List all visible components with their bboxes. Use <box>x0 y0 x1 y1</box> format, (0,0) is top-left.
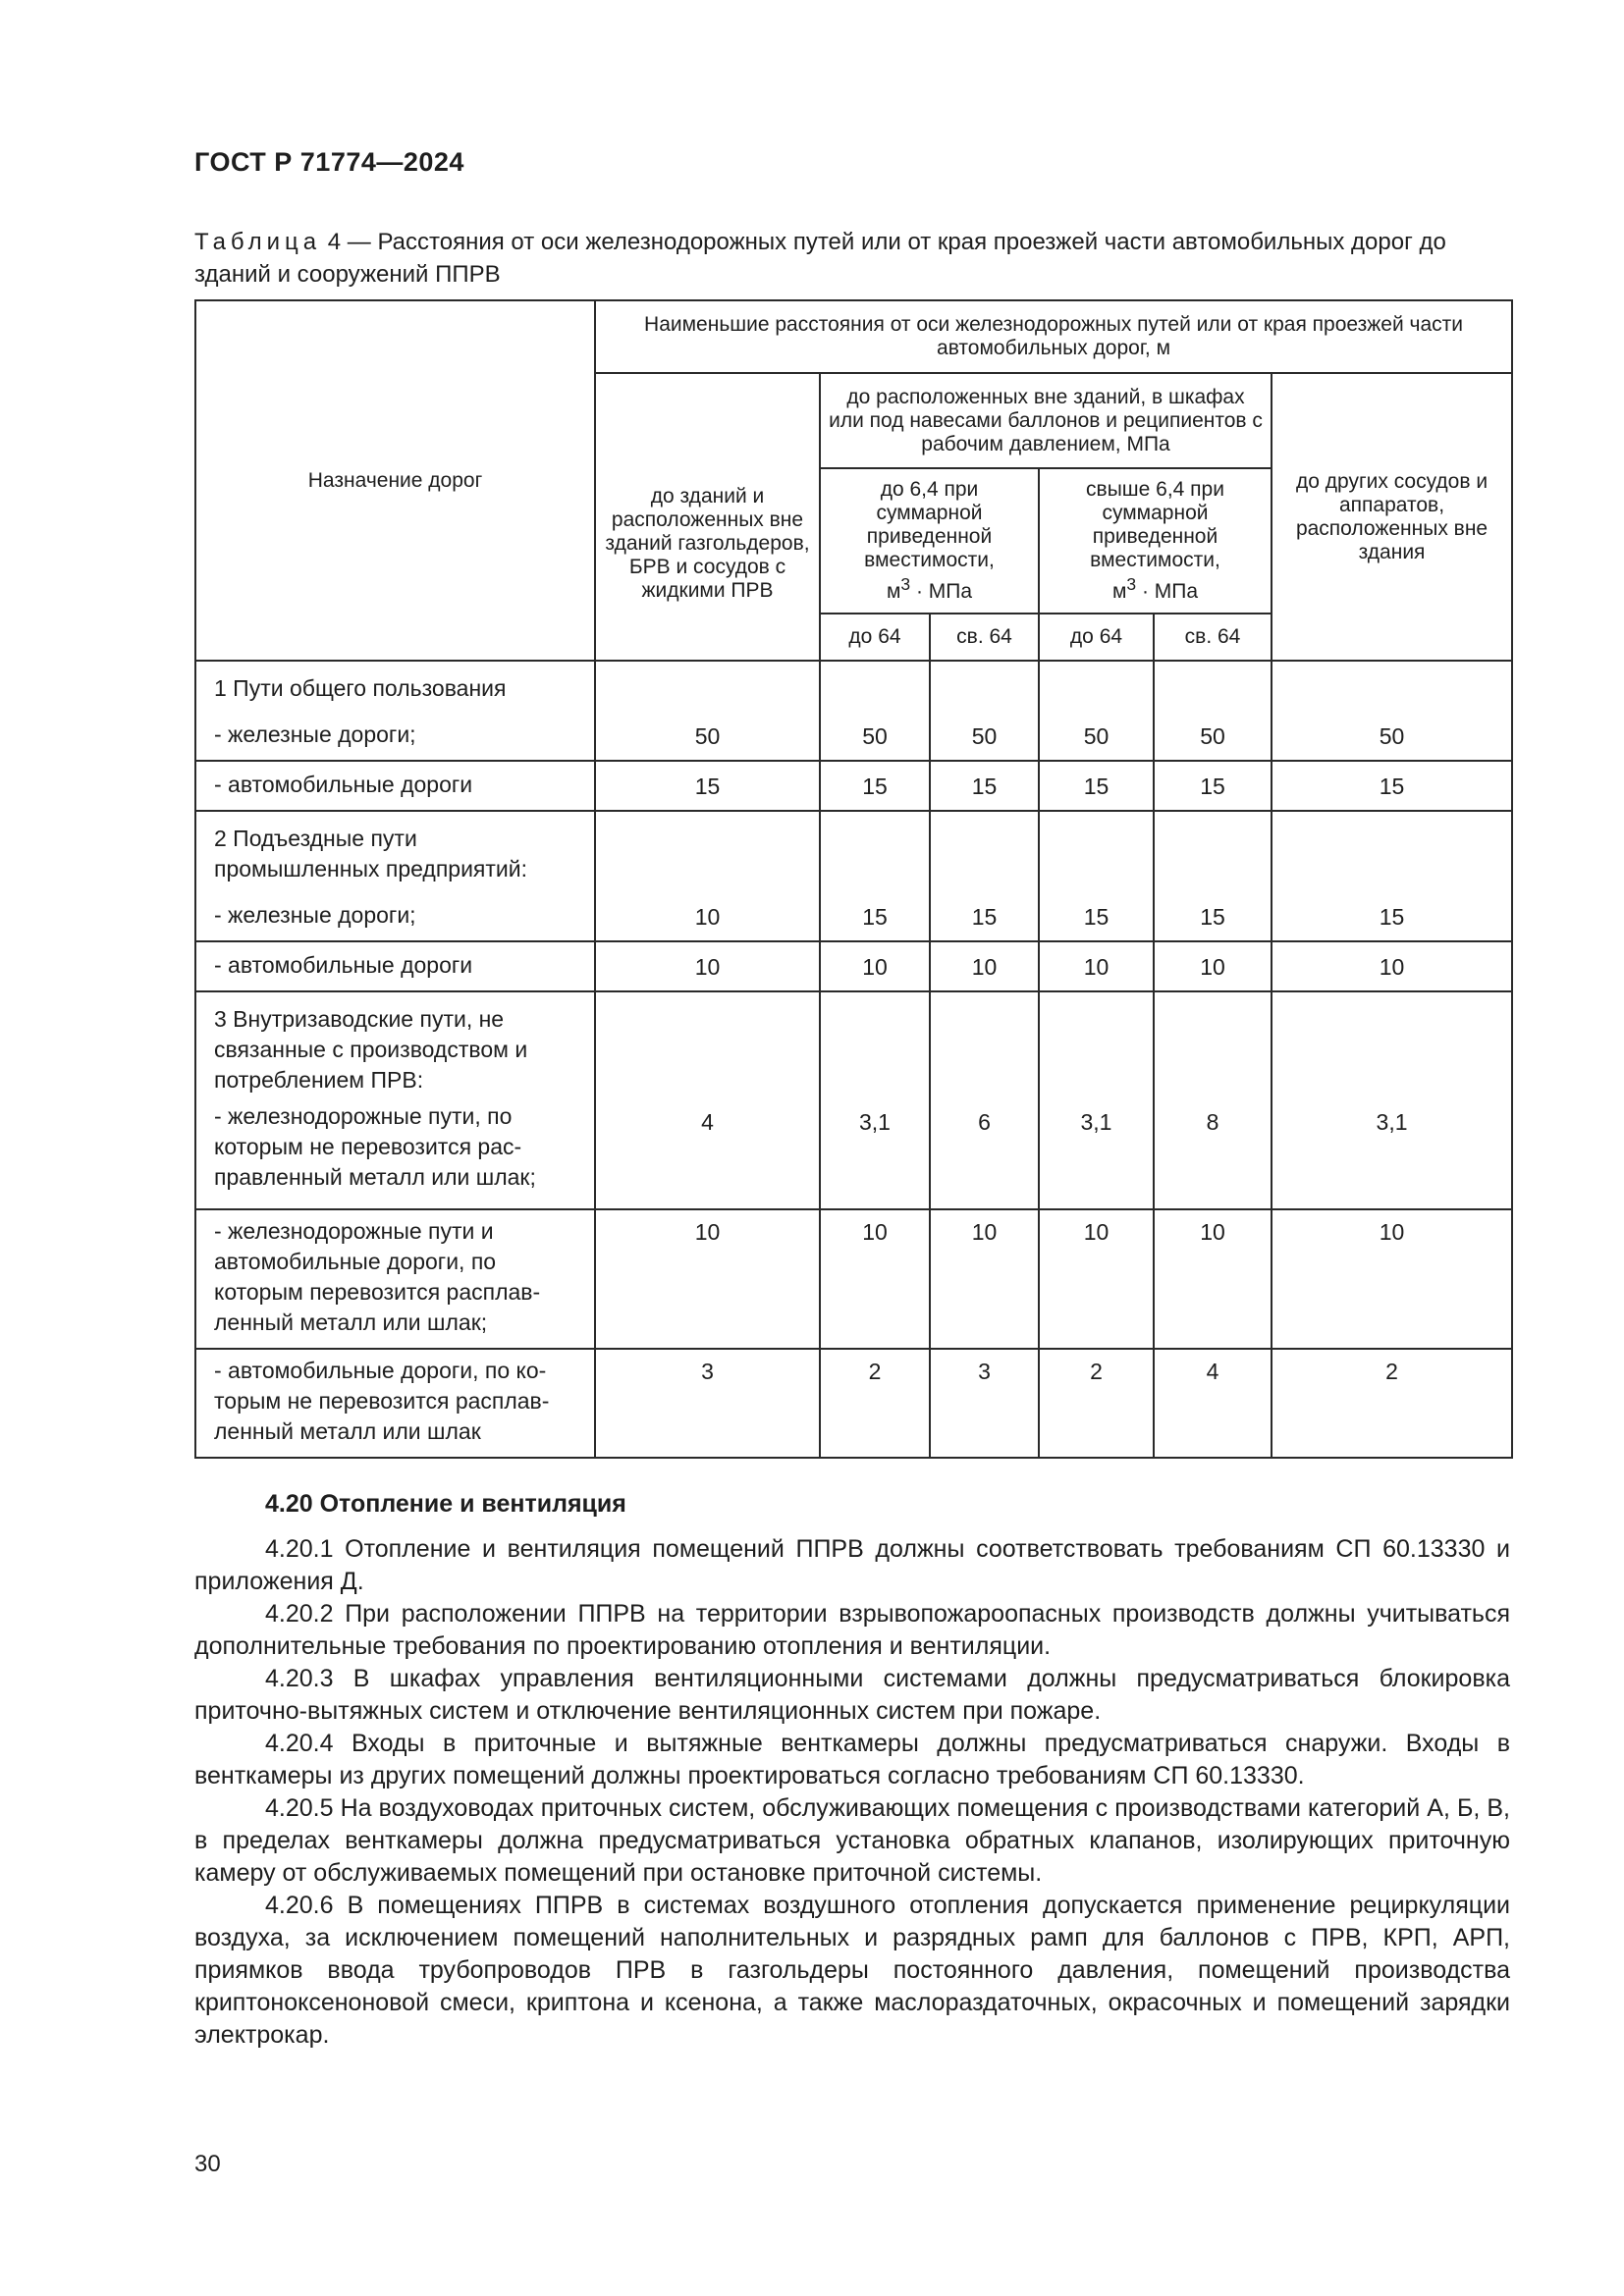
table-cell: 50 <box>820 661 930 761</box>
table-cell: 2 <box>1272 1349 1512 1458</box>
table-cell: 4 <box>1154 1349 1272 1458</box>
paragraph: 4.20.4 Входы в приточные и вытяжные венткамеры должны предусматриваться снаружи. Входы в венткамеры из других помещений должны проектироваться согласно требованиям СП 60.13330. <box>194 1730 1510 1789</box>
table-row <box>195 1349 1512 1458</box>
table-row <box>195 991 1512 1209</box>
table-row <box>195 941 1512 991</box>
row-item-label: - железные дороги; <box>214 721 416 747</box>
header-up-to-6-4 <box>820 468 1039 614</box>
table-cell: 10 <box>820 941 930 991</box>
paragraph: 4.20.1 Отопление и вентиляция помещений ППРВ должны соответствовать требованиям СП 60.13330 и приложения Д. <box>194 1535 1510 1595</box>
header-min-distances: Наименьшие расстояния от оси железнодорожных путей или от края проезжей части автомобильных дорог, м <box>595 300 1512 373</box>
table-cell: 15 <box>1272 811 1512 941</box>
table-cell: 10 <box>930 941 1039 991</box>
row-label: - автомобильные дороги, по ко-торым не перевозится расплав-ленный металл или шлак <box>195 1349 595 1458</box>
table-cell: 10 <box>595 1209 820 1349</box>
table-cell: 50 <box>595 661 820 761</box>
table-cell: 15 <box>1154 761 1272 811</box>
table-cell: 10 <box>595 811 820 941</box>
row-label: - автомобильные дороги <box>195 941 595 991</box>
unit-sup: 3 <box>1126 574 1137 594</box>
table-caption <box>194 226 1510 291</box>
row-item-label: - железнодорожные пути, по которым не перевозится рас-правленный металл или шлак; <box>214 1103 536 1190</box>
header-outside-buildings: до расположенных вне зданий, в шкафах или под навесами баллонов и реципиентов с рабочим давлением, МПа <box>820 373 1272 468</box>
table-cell: 10 <box>820 1209 930 1349</box>
header-sub: до 64 <box>820 614 930 661</box>
unit-sup: 3 <box>900 574 911 594</box>
table-cell: 3 <box>930 1349 1039 1458</box>
document-header: ГОСТ Р 71774—2024 <box>194 147 464 177</box>
section-heading: 4.20 Отопление и вентиляция <box>265 1490 626 1518</box>
unit-tail: · МПа <box>1136 580 1199 603</box>
table-cell: 15 <box>820 761 930 811</box>
table-cell: 2 <box>820 1349 930 1458</box>
table-cell: 15 <box>1272 761 1512 811</box>
table-cell: 15 <box>820 811 930 941</box>
paragraph: 4.20.5 На воздуховодах приточных систем, обслуживающих помещения с производствами категорий А, Б, В, в пределах венткамеры должна предусматриваться установка обратных клапанов, изолирующих приточную камеру от обслуживаемых помещений при остановке приточной системы. <box>194 1794 1510 1887</box>
unit-label: м <box>886 580 901 603</box>
table-row <box>195 1209 1512 1349</box>
table-cell: 10 <box>1154 1209 1272 1349</box>
table-cell: 50 <box>1272 661 1512 761</box>
table-cell: 3,1 <box>1272 991 1512 1209</box>
unit-tail: · МПа <box>910 580 973 603</box>
header-over-6-4-text: свыше 6,4 при суммарной приведенной вместимости, <box>1086 478 1224 571</box>
header-sub: св. 64 <box>930 614 1039 661</box>
page-number: 30 <box>194 2151 221 2177</box>
table-cell: 3,1 <box>1039 991 1154 1209</box>
row-label <box>195 661 595 761</box>
table-cell: 15 <box>1039 761 1154 811</box>
paragraph: 4.20.3 В шкафах управления вентиляционными системами должны предусматриваться блокировка приточно-вытяжных систем и отключение вентиляционных систем при пожаре. <box>194 1665 1510 1725</box>
table-cell: 15 <box>930 811 1039 941</box>
paragraph: 4.20.2 При расположении ППРВ на территории взрывопожароопасных производств должны учитываться дополнительные требования по проектированию отопления и вентиляции. <box>194 1600 1510 1660</box>
table-cell: 10 <box>1039 1209 1154 1349</box>
table-cell: 15 <box>595 761 820 811</box>
table-cell: 10 <box>1039 941 1154 991</box>
header-other-vessels: до других сосудов и аппаратов, расположенных вне здания <box>1272 373 1512 661</box>
header-up-to-6-4-text: до 6,4 при суммарной приведенной вместимости, <box>864 478 995 571</box>
group-title: 1 Пути общего пользования <box>214 675 507 701</box>
table-caption-text: 4 — Расстояния от оси железнодорожных путей или от края проезжей части автомобильных дорог до зданий и сооружений ППРВ <box>194 229 1446 288</box>
unit-label: м <box>1111 580 1127 603</box>
row-item-label: - железные дороги; <box>214 902 416 928</box>
table-row <box>195 811 1512 941</box>
row-label: - автомобильные дороги <box>195 761 595 811</box>
table-cell: 50 <box>1154 661 1272 761</box>
table-cell: 15 <box>930 761 1039 811</box>
table-cell: 50 <box>930 661 1039 761</box>
table-cell: 10 <box>595 941 820 991</box>
table-cell: 10 <box>1272 941 1512 991</box>
row-label <box>195 991 595 1209</box>
table-cell: 3,1 <box>820 991 930 1209</box>
table-cell: 8 <box>1154 991 1272 1209</box>
group-title: 3 Внутризаводские пути, не связанные с производством и потреблением ПРВ: <box>214 1006 528 1093</box>
table-cell: 10 <box>930 1209 1039 1349</box>
paragraph: 4.20.6 В помещениях ППРВ в системах воздушного отопления допускается применение рециркуляции воздуха, за исключением помещений наполнительных и разрядных рамп для баллонов с ПРВ, КРП, АРП, приямков ввода трубопроводов ПРВ в газгольдеры постоянного давления, помещений производства криптоноксеноновой смеси, криптона и ксенона, а также маслораздаточных, окрасочных и помещений зарядки электрокар. <box>194 1892 1510 2049</box>
row-label: - железнодорожные пути и автомобильные дороги, по которым перевозится расплав-ленный металл или шлак; <box>195 1209 595 1349</box>
row-label <box>195 811 595 941</box>
table-cell: 10 <box>1272 1209 1512 1349</box>
distances-table <box>194 299 1513 1459</box>
table-cell: 10 <box>1154 941 1272 991</box>
header-over-6-4 <box>1039 468 1272 614</box>
table-cell: 15 <box>1154 811 1272 941</box>
table-row <box>195 761 1512 811</box>
table-caption-label: Таблица <box>194 229 322 255</box>
table-cell: 2 <box>1039 1349 1154 1458</box>
header-to-buildings: до зданий и расположенных вне зданий газгольдеров, БРВ и сосудов с жидкими ПРВ <box>595 373 820 661</box>
section-body <box>194 1533 1510 2052</box>
table-cell: 3 <box>595 1349 820 1458</box>
table-cell: 50 <box>1039 661 1154 761</box>
table-cell: 6 <box>930 991 1039 1209</box>
table-cell: 4 <box>595 991 820 1209</box>
table-cell: 15 <box>1039 811 1154 941</box>
header-road-purpose: Назначение дорог <box>195 300 595 661</box>
table-row <box>195 661 1512 761</box>
header-sub: св. 64 <box>1154 614 1272 661</box>
group-title: 2 Подъездные пути промышленных предприятий: <box>214 826 527 881</box>
header-sub: до 64 <box>1039 614 1154 661</box>
